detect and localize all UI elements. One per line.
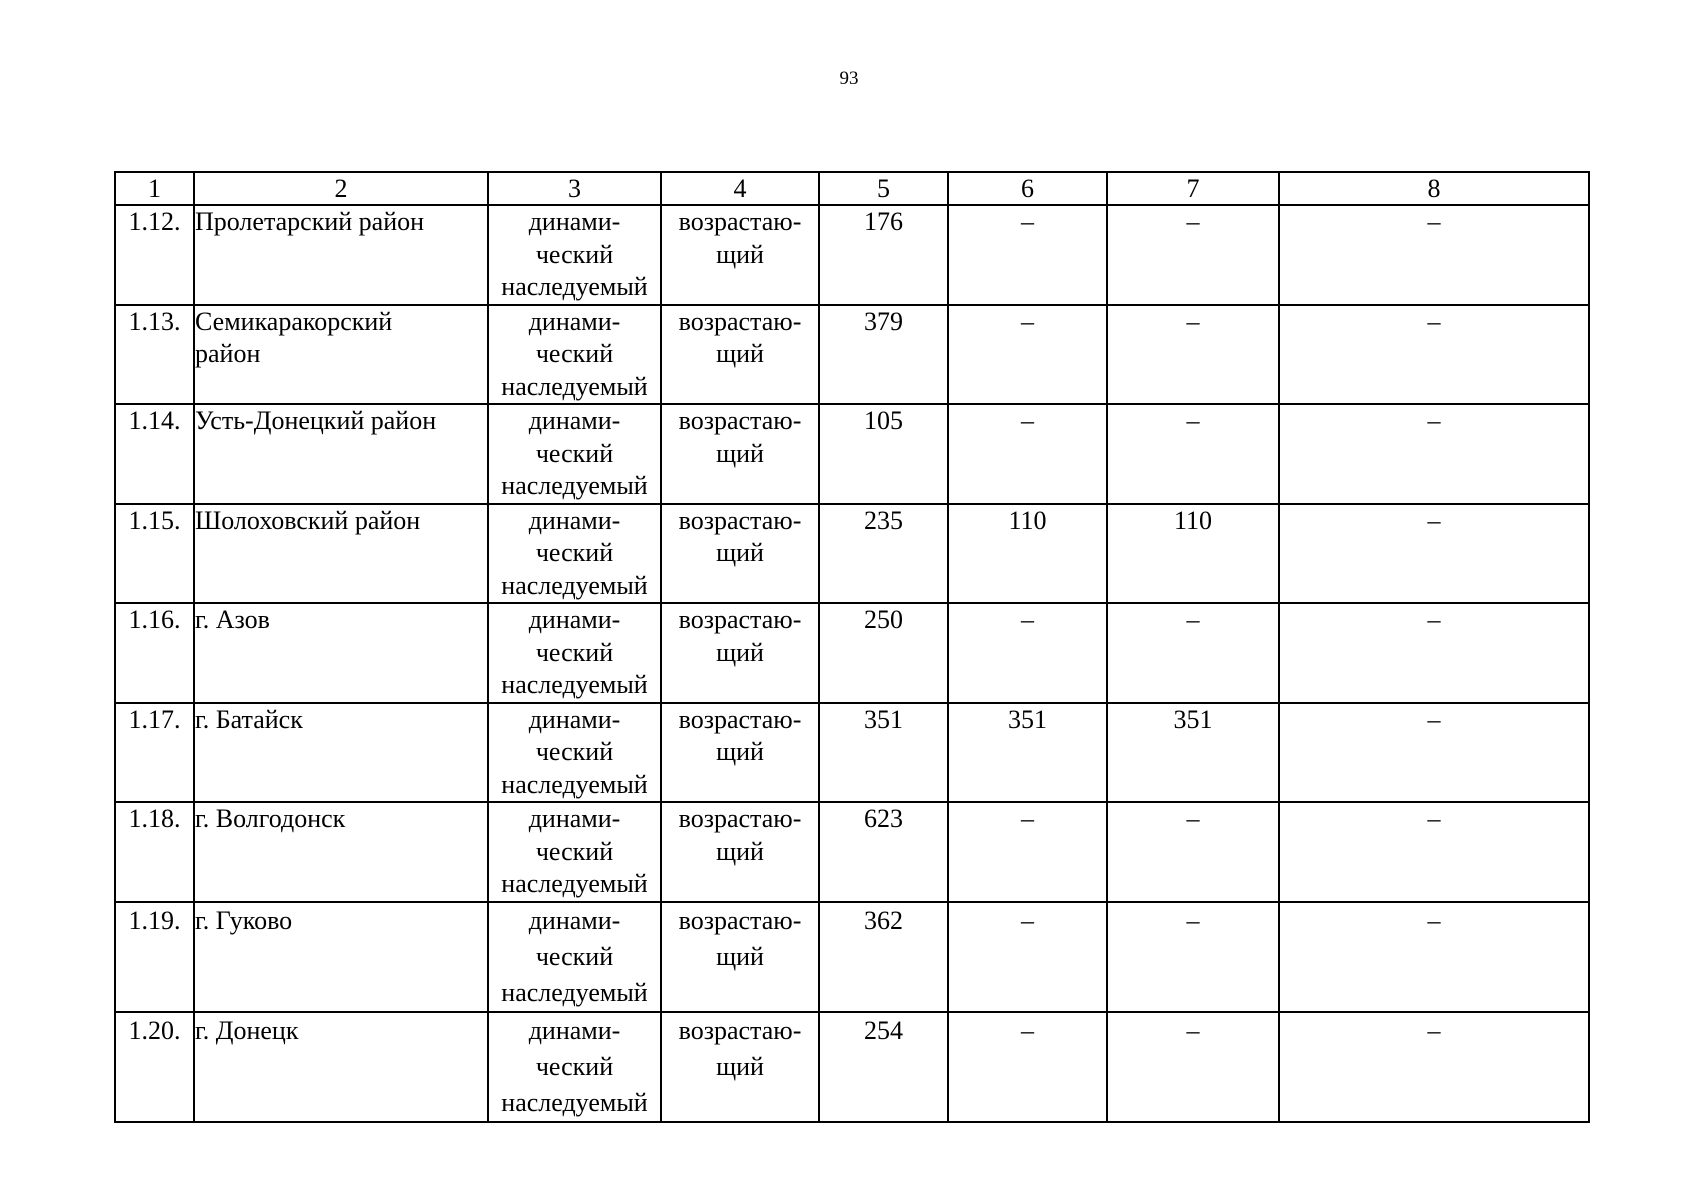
- column-7-cell: 351: [1107, 703, 1279, 803]
- column-5-cell: 235: [819, 504, 948, 604]
- column-7-cell: –: [1107, 404, 1279, 504]
- table-row: [115, 902, 1589, 1012]
- district-name-cell: [194, 205, 488, 305]
- row-number-cell: 1.17.: [115, 703, 194, 803]
- type-cell-line: наследуемый: [501, 869, 648, 898]
- type-cell-line: наследуемый: [501, 570, 648, 600]
- column-7-cell: –: [1107, 902, 1279, 1012]
- row-number-cell: 1.18.: [115, 802, 194, 902]
- type-cell: [488, 205, 661, 305]
- table-row: [115, 802, 1589, 902]
- column-header: 6: [948, 172, 1107, 205]
- trend-cell: [661, 205, 819, 305]
- district-name-cell-line: Пролетарский район: [195, 207, 425, 236]
- trend-cell-line: щий: [716, 737, 764, 766]
- type-cell-line: динами-: [528, 306, 621, 336]
- column-6-cell: –: [948, 305, 1107, 405]
- trend-cell-line: возрастаю-: [678, 306, 802, 336]
- district-name-cell-line: Шолоховский район: [195, 505, 421, 535]
- table-row: [115, 703, 1589, 803]
- column-8-cell: –: [1279, 703, 1589, 803]
- column-6-cell: –: [948, 802, 1107, 902]
- trend-cell-line: возрастаю-: [678, 905, 802, 935]
- trend-cell-line: щий: [716, 239, 764, 269]
- trend-cell: [661, 305, 819, 405]
- trend-cell-line: щий: [716, 438, 764, 468]
- column-8-cell: –: [1279, 902, 1589, 1012]
- trend-cell: [661, 1012, 819, 1122]
- type-cell-line: наследуемый: [501, 272, 648, 301]
- trend-cell: [661, 603, 819, 703]
- column-6-cell: –: [948, 902, 1107, 1012]
- row-number-cell: 1.19.: [115, 902, 194, 1012]
- trend-cell-line: щий: [716, 637, 764, 667]
- column-5-cell: 250: [819, 603, 948, 703]
- trend-cell-line: щий: [716, 339, 764, 368]
- type-cell-line: динами-: [528, 406, 621, 435]
- type-cell-line: динами-: [528, 207, 621, 236]
- type-cell-line: динами-: [528, 905, 621, 935]
- district-name-cell: [194, 703, 488, 803]
- column-6-cell: –: [948, 205, 1107, 305]
- column-7-cell: –: [1107, 305, 1279, 405]
- type-cell-line: наследуемый: [501, 1087, 648, 1117]
- type-cell-line: наследуемый: [501, 769, 648, 799]
- type-cell-line: ческий: [535, 538, 614, 567]
- trend-cell: [661, 504, 819, 604]
- district-name-cell-line: г. Батайск: [195, 704, 303, 734]
- district-name-cell: [194, 902, 488, 1012]
- type-cell-line: наследуемый: [501, 471, 648, 500]
- type-cell: [488, 1012, 661, 1122]
- column-header: 4: [661, 172, 819, 205]
- district-name-cell: [194, 404, 488, 504]
- column-7-cell: –: [1107, 205, 1279, 305]
- trend-cell-line: возрастаю-: [678, 505, 802, 535]
- column-7-cell: –: [1107, 802, 1279, 902]
- column-5-cell: 351: [819, 703, 948, 803]
- type-cell-line: ческий: [535, 438, 614, 468]
- district-name-cell: [194, 603, 488, 703]
- type-cell-line: динами-: [528, 704, 621, 734]
- district-name-cell-line: г. Гуково: [195, 905, 293, 935]
- header-row: [115, 172, 1589, 205]
- trend-cell-line: возрастаю-: [678, 1015, 802, 1045]
- type-cell: [488, 404, 661, 504]
- column-8-cell: –: [1279, 802, 1589, 902]
- column-8-cell: –: [1279, 603, 1589, 703]
- column-header: 2: [194, 172, 488, 205]
- table-row: [115, 504, 1589, 604]
- type-cell-line: наследуемый: [501, 977, 648, 1007]
- column-6-cell: –: [948, 1012, 1107, 1122]
- column-header: 1: [115, 172, 194, 205]
- page-number: 93: [839, 68, 859, 89]
- column-5-cell: 176: [819, 205, 948, 305]
- type-cell: [488, 504, 661, 604]
- column-5-cell: 254: [819, 1012, 948, 1122]
- district-name-cell: [194, 802, 488, 902]
- type-cell-line: наследуемый: [501, 670, 648, 699]
- type-cell-line: динами-: [528, 804, 621, 833]
- trend-cell-line: щий: [716, 836, 764, 866]
- district-name-cell-line: Усть-Донецкий район: [195, 406, 437, 435]
- trend-cell-line: щий: [716, 1051, 764, 1081]
- trend-cell-line: щий: [716, 941, 764, 971]
- row-number-cell: 1.15.: [115, 504, 194, 604]
- row-number-cell: 1.14.: [115, 404, 194, 504]
- trend-cell-line: возрастаю-: [678, 804, 802, 833]
- column-5-cell: 362: [819, 902, 948, 1012]
- row-number-cell: 1.13.: [115, 305, 194, 405]
- type-cell-line: ческий: [535, 1051, 614, 1081]
- type-cell: [488, 802, 661, 902]
- table-row: [115, 603, 1589, 703]
- type-cell-line: ческий: [535, 941, 614, 971]
- type-cell: [488, 902, 661, 1012]
- column-6-cell: 351: [948, 703, 1107, 803]
- row-number-cell: 1.20.: [115, 1012, 194, 1122]
- type-cell-line: динами-: [528, 1015, 621, 1045]
- trend-cell: [661, 703, 819, 803]
- row-number-cell: 1.12.: [115, 205, 194, 305]
- district-name-cell-line: г. Волгодонск: [195, 804, 346, 833]
- district-name-cell: [194, 1012, 488, 1122]
- column-5-cell: 105: [819, 404, 948, 504]
- trend-cell-line: возрастаю-: [678, 406, 802, 435]
- row-number-cell: 1.16.: [115, 603, 194, 703]
- column-8-cell: –: [1279, 205, 1589, 305]
- table-row: [115, 205, 1589, 305]
- type-cell-line: ческий: [535, 737, 614, 766]
- column-header: 3: [488, 172, 661, 205]
- type-cell-line: ческий: [535, 637, 614, 667]
- type-cell-line: ческий: [535, 339, 614, 368]
- column-8-cell: –: [1279, 1012, 1589, 1122]
- type-cell: [488, 603, 661, 703]
- column-8-cell: –: [1279, 305, 1589, 405]
- type-cell-line: динами-: [528, 605, 621, 634]
- column-7-cell: –: [1107, 1012, 1279, 1122]
- trend-cell: [661, 802, 819, 902]
- data-table: [114, 171, 1590, 1123]
- type-cell-line: ческий: [535, 836, 614, 866]
- trend-cell-line: возрастаю-: [678, 704, 802, 734]
- table-body: [115, 205, 1589, 1122]
- column-7-cell: –: [1107, 603, 1279, 703]
- type-cell-line: ческий: [535, 239, 614, 269]
- type-cell-line: динами-: [528, 505, 621, 535]
- district-name-cell: [194, 305, 488, 405]
- column-8-cell: –: [1279, 504, 1589, 604]
- district-name-cell-line: г. Азов: [195, 605, 270, 634]
- column-6-cell: –: [948, 603, 1107, 703]
- district-name-cell: [194, 504, 488, 604]
- column-header: 7: [1107, 172, 1279, 205]
- column-5-cell: 623: [819, 802, 948, 902]
- table-row: [115, 305, 1589, 405]
- column-7-cell: 110: [1107, 504, 1279, 604]
- type-cell: [488, 703, 661, 803]
- table-row: [115, 404, 1589, 504]
- column-6-cell: 110: [948, 504, 1107, 604]
- column-6-cell: –: [948, 404, 1107, 504]
- table-row: [115, 1012, 1589, 1122]
- column-header: 5: [819, 172, 948, 205]
- column-header: 8: [1279, 172, 1589, 205]
- trend-cell-line: возрастаю-: [678, 605, 802, 634]
- district-name-cell-line: Семикаракорский: [195, 306, 393, 336]
- type-cell-line: наследуемый: [501, 371, 648, 401]
- district-name-cell-line: г. Донецк: [195, 1015, 299, 1045]
- trend-cell-line: возрастаю-: [678, 207, 802, 236]
- trend-cell-line: щий: [716, 538, 764, 567]
- column-5-cell: 379: [819, 305, 948, 405]
- column-8-cell: –: [1279, 404, 1589, 504]
- trend-cell: [661, 404, 819, 504]
- district-name-cell-line: район: [195, 339, 261, 368]
- type-cell: [488, 305, 661, 405]
- trend-cell: [661, 902, 819, 1012]
